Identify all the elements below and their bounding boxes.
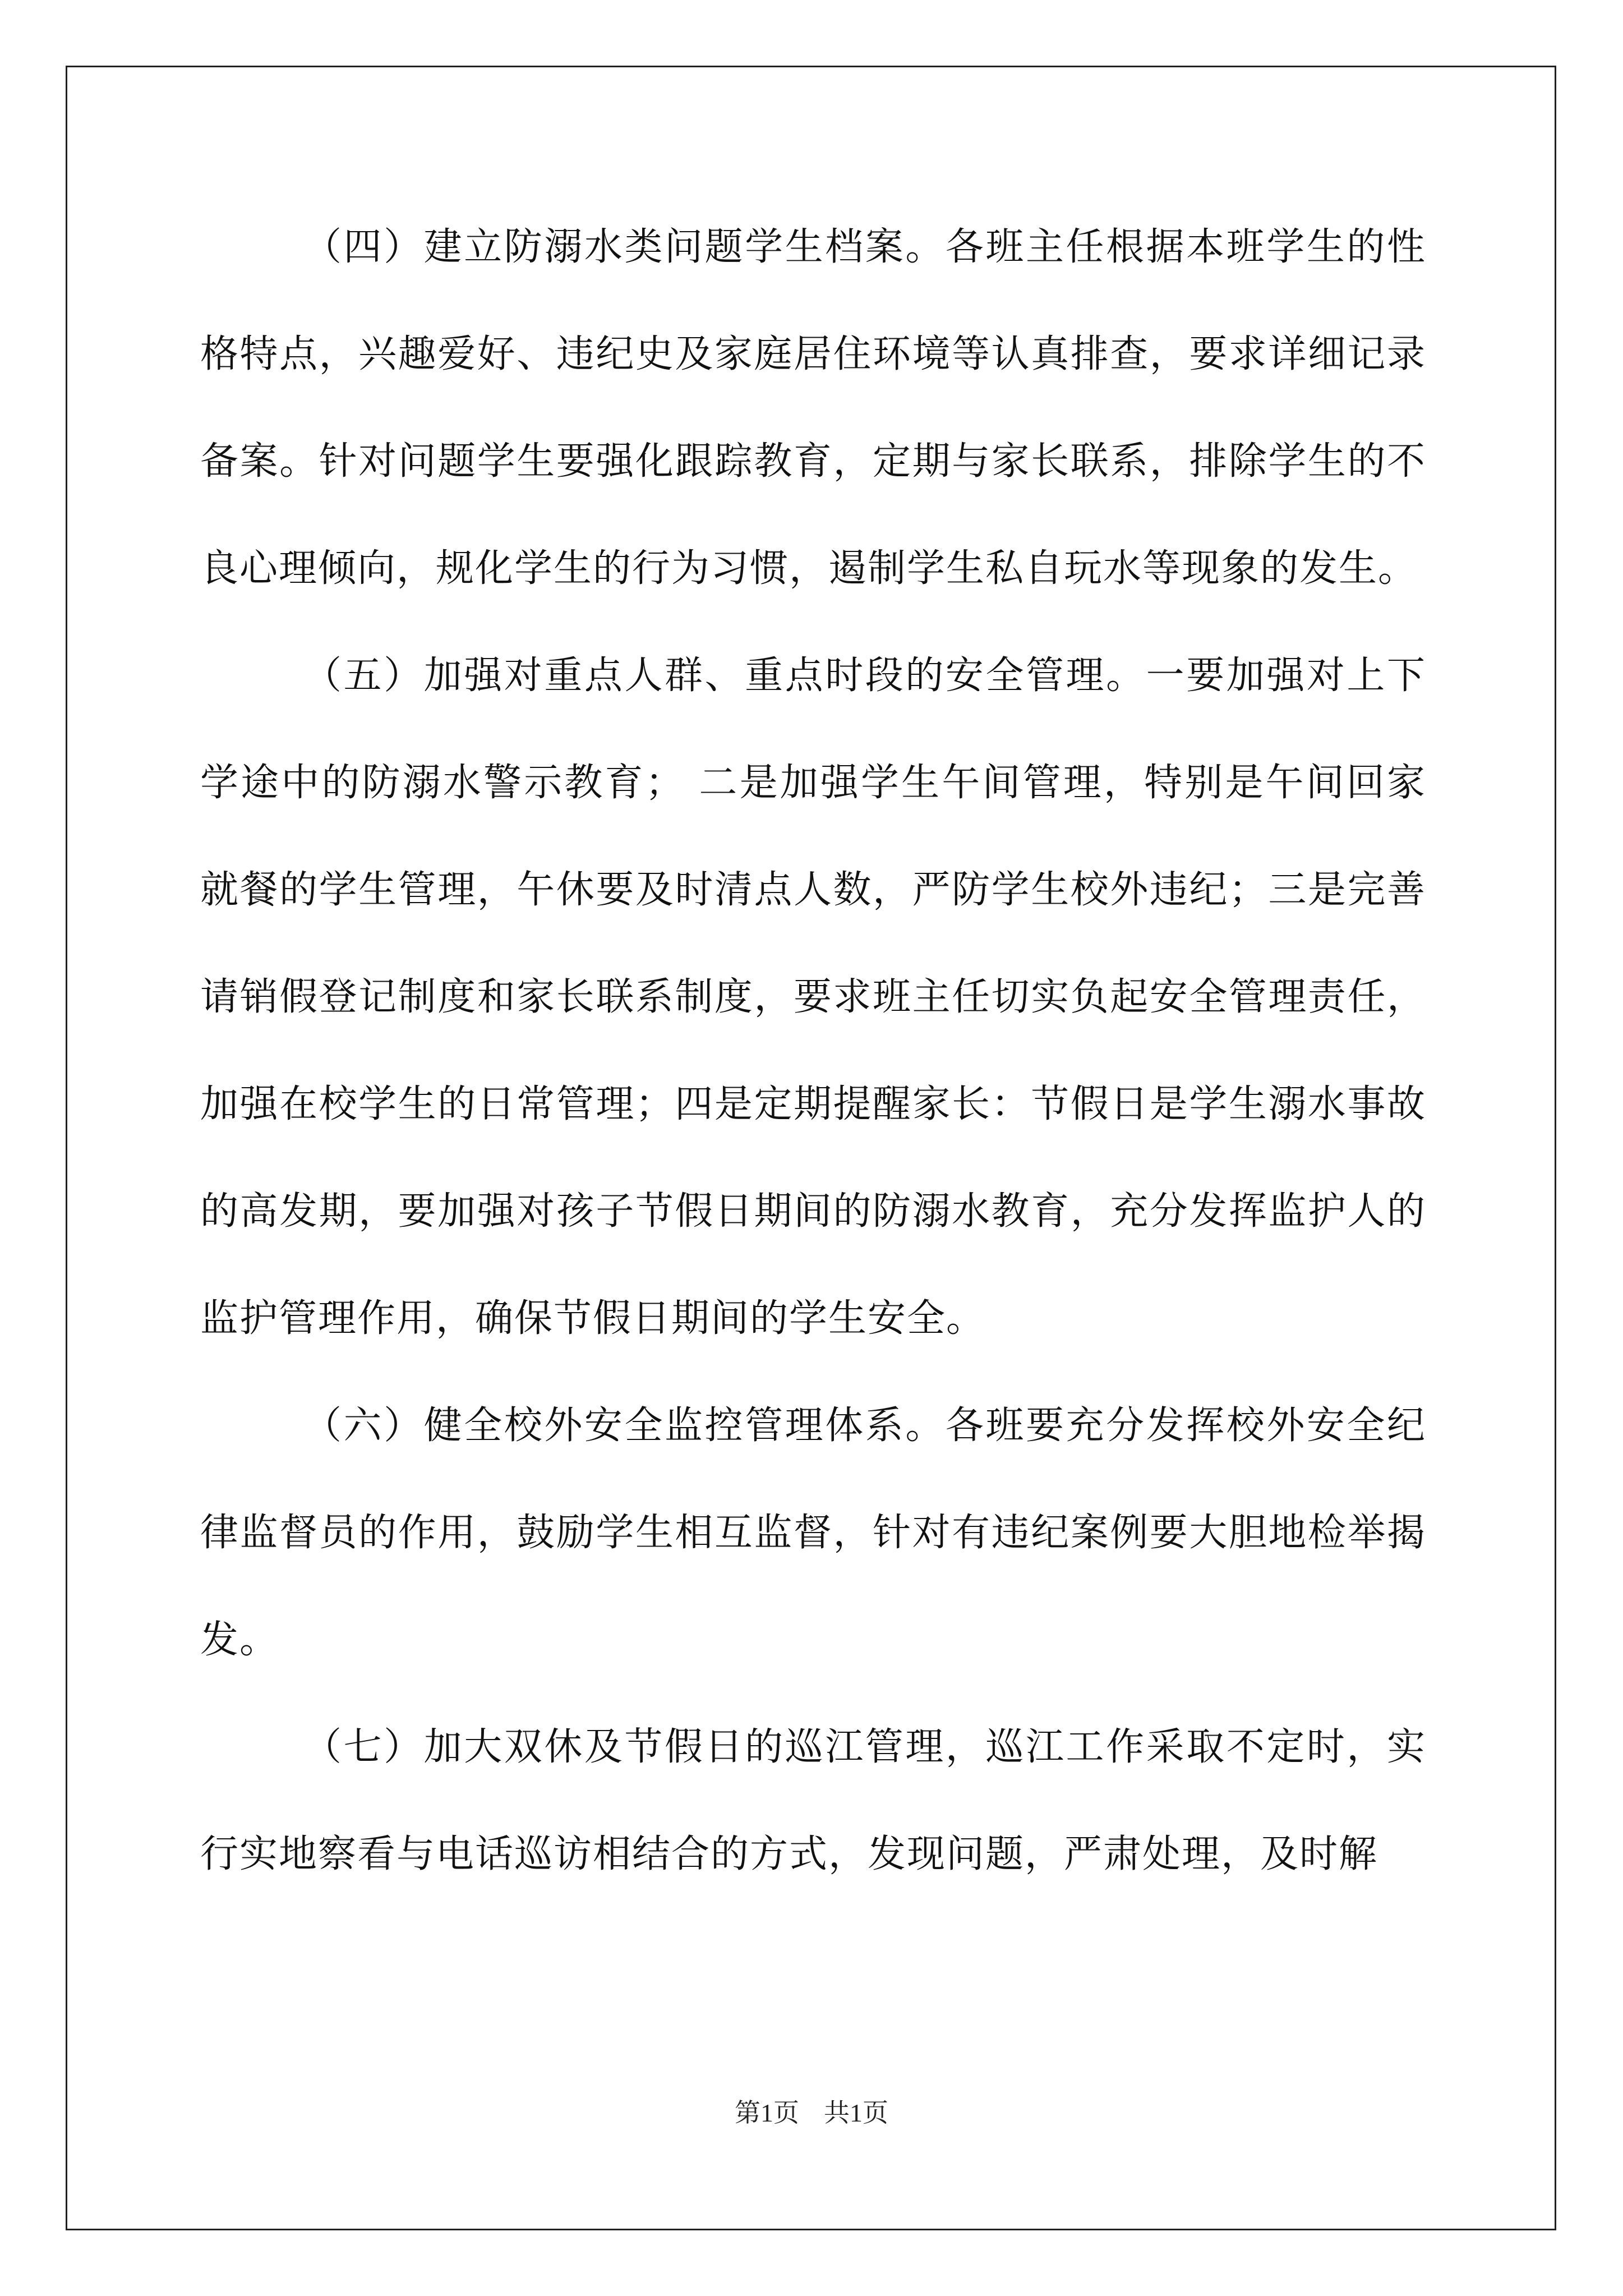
paragraph-5: （五）加强对重点人群、重点时段的安全管理。一要加强对上下学途中的防溺水警示教育； 二是加强学生午间管理，特别是午间回家就餐的学生管理，午休要及时清点人数，严防学生校外违纪；三是完善请销假登记制度和家长联系制度，要求班主任切实负起安全管理责任，加强在校学生的日常管理；四是定期提醒家长：节假日是学生溺水事故的高发期，要加强对孩子节假日期间的防溺水教育，充分发挥监护人的监护管理作用，确保节假日期间的学生安全。 <box>200 654 1426 1341</box>
page-number: 第1页 <box>735 2099 799 2127</box>
document-body <box>200 194 1426 1908</box>
paragraph-6: （六）健全校外安全监控管理体系。各班要充分发挥校外安全纪律监督员的作用，鼓励学生相互监督，针对有违纪案例要大胆地检举揭发。 <box>200 1404 1426 1662</box>
paragraph-4: （四）建立防溺水类问题学生档案。各班主任根据本班学生的性格特点，兴趣爱好、违纪史及家庭居住环境等认真排查，要求详细记录备案。针对问题学生要强化跟踪教育，定期与家长联系，排除学生的不良心理倾向，规化学生的行为习惯，遏制学生私自玩水等现象的发生。 <box>200 225 1426 591</box>
page-total: 共1页 <box>824 2099 888 2127</box>
paragraph-7: （七）加大双休及节假日的巡江管理，巡江工作采取不定时，实行实地察看与电话巡访相结合的方式，发现问题，严肃处理，及时解 <box>200 1725 1426 1876</box>
page-footer <box>0 2092 1623 2129</box>
